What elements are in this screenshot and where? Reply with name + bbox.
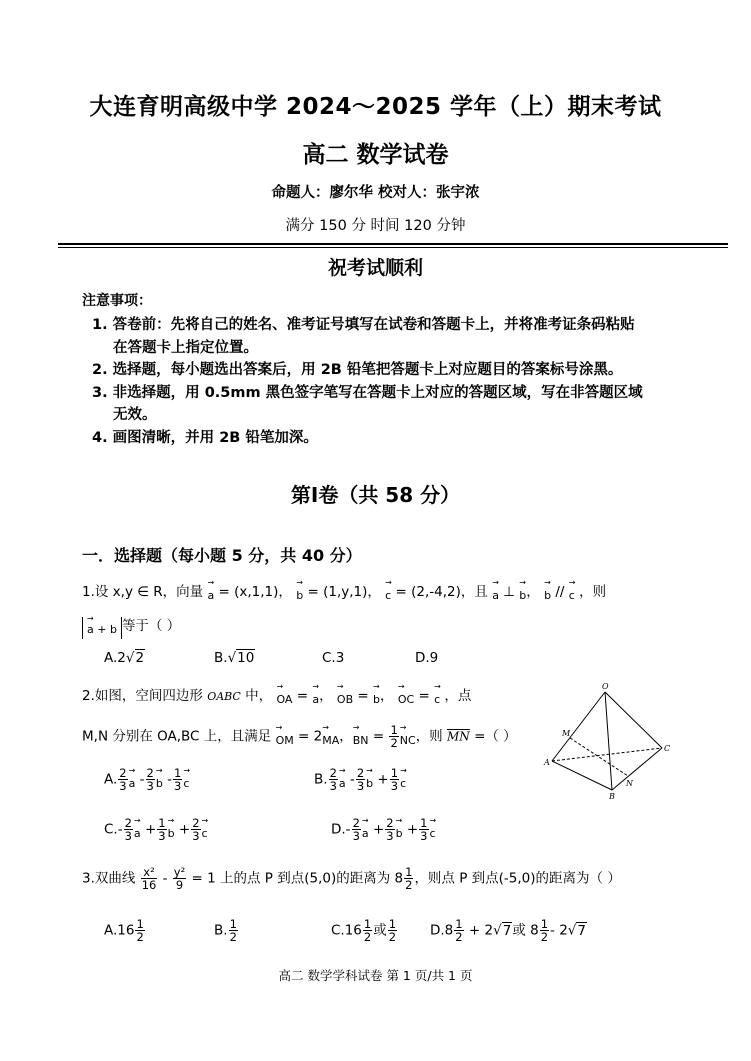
q3-option-a[interactable]: A.16 $\frac{1}{2}$ — [104, 917, 144, 945]
edge-oa — [552, 692, 605, 761]
score-time-line: 满分 150 分 时间 120 分钟 — [285, 218, 466, 234]
vector-a: → a — [207, 589, 214, 602]
tetrahedron-figure — [540, 680, 680, 800]
note-item: 3. 非选择题，用 0.5mm 黑色签字笔写在答题卡上对应的答题区域，写在非答题区域 — [92, 385, 643, 401]
q1-option-c[interactable]: C.3 — [322, 650, 345, 666]
label-a: A — [544, 758, 550, 767]
note-item: 1. 答卷前：先将自己的姓名、准考证号填写在试卷和答题卡上，并将准考证条码粘贴 — [92, 317, 635, 333]
q3-option-b[interactable]: B. $\frac{1}{2}$ — [214, 917, 237, 945]
q2-option-b[interactable]: B. $\frac{2}{3}$ → a - $\frac{2}{3}$ → b + $\frac{1}{3}$ → c — [314, 767, 406, 792]
header-divider-thick — [58, 243, 728, 245]
vector-c: → c — [385, 589, 391, 602]
edge-bc — [612, 748, 662, 790]
question-3-stem: 3.双曲线 $\frac{\text{x²}}{16}$ - $\frac{\text{y²}}{9}$ = 1 上的点 P 到点(5,0)的距离为 8 $\frac{1}{2}$ ，则点 P 到点(-5,0)的距离为（ ） — [82, 865, 621, 893]
segment-mn — [570, 738, 628, 776]
section-title: 第Ⅰ卷（共 58 分） — [290, 483, 461, 507]
edge-ac-hidden — [552, 748, 662, 761]
label-m: M — [562, 729, 571, 738]
q3-option-c[interactable]: C.16 $\frac{1}{2}$ 或 $\frac{1}{2}$ — [331, 917, 397, 945]
edge-ab — [552, 761, 612, 790]
good-luck-banner: 祝考试顺利 — [327, 257, 423, 279]
q2-option-a[interactable]: A. $\frac{2}{3}$ → a - $\frac{2}{3}$ → b - $\frac{1}{3}$ → c — [104, 767, 189, 792]
exam-title: 大连育明高级中学 2024～2025 学年（上）期末考试 — [89, 94, 662, 120]
authors-line: 命题人：廖尔华 校对人：张宇浓 — [271, 185, 480, 201]
label-b: B — [609, 792, 615, 800]
question-1-stem-line2: → a + b 等于（ ） — [82, 614, 180, 639]
q1-option-d[interactable]: D.9 — [415, 650, 439, 666]
magnitude-bars: → a + b — [82, 617, 122, 639]
vector-b: → b — [296, 589, 303, 602]
note-item: 在答题卡上指定位置。 — [113, 340, 258, 356]
question-1-stem: 1.设 x,y ∈ R，向量 → a = (x,1,1)， → b = (1,y,1)， → c = (2,-4,2)，且 → a ⊥ → b， → b // → c ，则 — [82, 580, 606, 602]
header-divider-thin — [58, 247, 728, 248]
page-footer: 高二 数学学科试卷 第 1 页/共 1 页 — [278, 968, 473, 983]
q2-option-d[interactable]: D.- $\frac{2}{3}$ → a + $\frac{2}{3}$ → b + $\frac{1}{3}$ → c — [331, 817, 436, 842]
edge-oc — [605, 692, 662, 748]
q3-option-d[interactable]: D.8 $\frac{1}{2}$ + 2√7或 8 $\frac{1}{2}$ - 2√7 — [430, 917, 586, 945]
question-type-heading: 一．选择题（每小题 5 分，共 40 分） — [82, 546, 362, 565]
question-2-stem-line2: M,N 分别在 OA,BC 上，且满足 → OM = 2→ MA，→ BN = $\frac{1}{2}$ → NC，则 $\overline{MN}$ =（ ） — [82, 724, 517, 749]
q2-option-c[interactable]: C.- $\frac{2}{3}$ → a + $\frac{1}{3}$ → b + $\frac{2}{3}$ → c — [104, 817, 208, 842]
note-item: 2. 选择题，每小题选出答案后，用 2B 铅笔把答题卡上对应题目的答案标号涂黑。 — [92, 362, 623, 378]
edge-ob — [605, 692, 612, 790]
q1-option-b[interactable]: B.√10 — [214, 650, 255, 666]
q1-option-a[interactable]: A.2√2 — [104, 650, 145, 666]
label-n: N — [626, 779, 633, 788]
label-c: C — [664, 744, 671, 753]
label-o: O — [602, 682, 609, 691]
question-2-stem: 2.如图，空间四边形 OABC 中， → OA = → a， → OB = → b， → OC = → c ，点 — [82, 684, 471, 706]
exam-subtitle: 高二 数学试卷 — [302, 142, 449, 168]
notes-heading: 注意事项： — [82, 293, 152, 309]
note-item: 无效。 — [113, 407, 157, 423]
note-item: 4. 画图清晰，并用 2B 铅笔加深。 — [92, 430, 318, 446]
